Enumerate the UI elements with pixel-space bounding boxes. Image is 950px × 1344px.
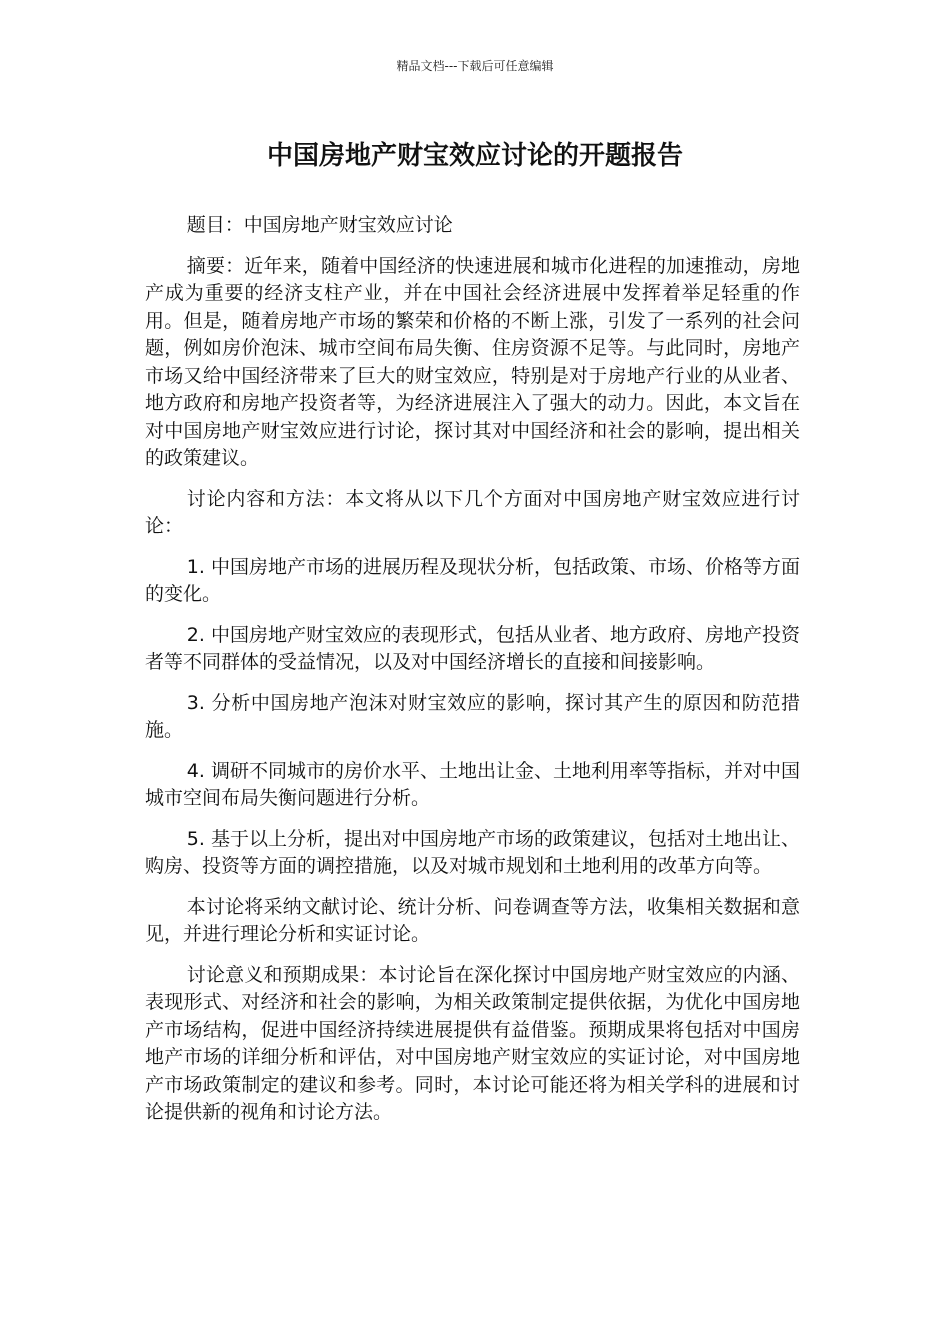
list-item-3: 3. 分析中国房地产泡沫对财宝效应的影响，探讨其产生的原因和防范措施。 [145,691,800,741]
document-body [145,212,800,1140]
list-item-1: 1. 中国房地产市场的进展历程及现状分析，包括政策、市场、价格等方面的变化。 [145,555,800,605]
method-paragraph: 本讨论将采纳文献讨论、统计分析、问卷调查等方法，收集相关数据和意见，并进行理论分析和实证讨论。 [145,895,800,945]
list-item-2: 2. 中国房地产财宝效应的表现形式，包括从业者、地方政府、房地产投资者等不同群体的受益情况，以及对中国经济增长的直接和间接影响。 [145,623,800,673]
topic-paragraph: 题目：中国房地产财宝效应讨论 [186,214,453,236]
significance-paragraph: 讨论意义和预期成果：本讨论旨在深化探讨中国房地产财宝效应的内涵、表现形式、对经济和社会的影响，为相关政策制定提供依据，为优化中国房地产市场结构，促进中国经济持续进展提供有益借鉴。预期成果将包括对中国房地产市场的详细分析和评估，对中国房地产财宝效应的实证讨论，对中国房地产市场政策制定的建议和参考。同时，本讨论可能还将为相关学科的进展和讨论提供新的视角和讨论方法。 [145,963,800,1123]
content-method-paragraph: 讨论内容和方法：本文将从以下几个方面对中国房地产财宝效应进行讨论： [145,487,800,537]
list-item-5: 5. 基于以上分析，提出对中国房地产市场的政策建议，包括对土地出让、购房、投资等方面的调控措施，以及对城市规划和土地利用的改革方向等。 [145,827,800,877]
header-note: 精品文档---下载后可任意编辑 [396,59,554,73]
document-title: 中国房地产财宝效应讨论的开题报告 [266,141,683,171]
abstract-paragraph: 摘要：近年来，随着中国经济的快速进展和城市化进程的加速推动，房地产成为重要的经济支柱产业，并在中国社会经济进展中发挥着举足轻重的作用。但是，随着房地产市场的繁荣和价格的不断上涨，引发了一系列的社会问题，例如房价泡沫、城市空间布局失衡、住房资源不足等。与此同时，房地产市场又给中国经济带来了巨大的财宝效应，特别是对于房地产行业的从业者、地方政府和房地产投资者等，为经济进展注入了强大的动力。因此，本文旨在对中国房地产财宝效应进行讨论，探讨其对中国经济和社会的影响，提出相关的政策建议。 [145,254,800,469]
list-item-4: 4. 调研不同城市的房价水平、土地出让金、土地利用率等指标，并对中国城市空间布局失衡问题进行分析。 [145,759,800,809]
